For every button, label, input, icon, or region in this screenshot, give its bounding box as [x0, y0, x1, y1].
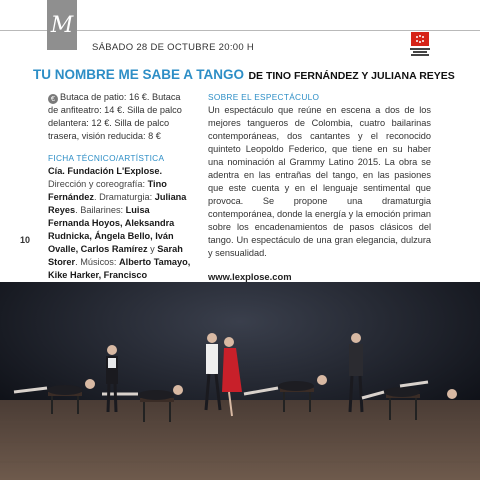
- show-title: [33, 66, 455, 84]
- left-column: [48, 91, 193, 308]
- stage-floor: [0, 400, 480, 480]
- about-text: Un espectáculo que reúne en escena a dos de los mejores tangueros de Colombia, cuatro bailarinas contemporáneas, dos cantantes y el reconocido quinteto Leopoldo Federico, que tiene en su haber una nominación al Grammy Latino 2015. La obra se adentra en las entrañas del tango, en las pasiones que este cuenta y en el lenguaje sentimental que provoca. Se propone una dramaturgia contemporánea, donde la energía y la emoción priman sobre los encadenamientos de pasos clásicos del tango. Un espectáculo de una gran elegancia, dulzura y sensualidad.: [208, 105, 431, 258]
- section-letter: M: [50, 12, 74, 38]
- direction-label: Dirección y coreografía:: [48, 179, 146, 189]
- credits-body: Cía. Fundación L'Explose. Dirección y coreografía: Tino Fernández. Dramaturgia: Juliana Reyes. Bailarines: Luisa Fernanda Hoyos, Aleksandra Rudnicka, Ángela Bello, Iván Ovalle, Carlos Ramírez y Sarah Storer. Músicos: Alberto Tamayo, Kike Harker, Francisco: [48, 165, 193, 308]
- musicians-names: Alberto Tamayo, Kike Harker, Francisco: [48, 257, 191, 280]
- logo-stars-icon: [414, 34, 426, 44]
- logo-red-box: [411, 32, 429, 46]
- prices: [48, 91, 193, 143]
- show-title-main: TU NOMBRE ME SABE A TANGO: [33, 67, 244, 82]
- dancers-names: Luisa Fernanda Hoyos, Aleksandra Rudnicka, Ángela Bello, Iván Ovalle, Carlos Ramírez: [48, 205, 175, 254]
- euro-icon: €: [48, 94, 58, 104]
- direction-name: Tino Fernández: [48, 179, 167, 202]
- dancer-last-name: Sarah Storer: [48, 244, 183, 267]
- dramaturgy-label: Dramaturgia:: [99, 192, 153, 202]
- event-date: SÁBADO 28 DE OCTUBRE 20:00 H: [92, 42, 255, 53]
- dancers-label: Bailarines:: [80, 205, 124, 215]
- about-heading: SOBRE EL ESPECTÁCULO: [208, 92, 320, 102]
- page-number: 10: [20, 235, 31, 245]
- prices-text: Butaca de patio: 16 €. Butaca de anfiteatro: 14 €. Silla de palco delantera: 12 €. Silla de palco trasera, visión reducida: 8 €: [48, 92, 182, 141]
- logo-wordmark: [409, 48, 431, 56]
- show-title-authors: DE TINO FERNÁNDEZ Y JULIANA REYES: [248, 70, 455, 82]
- comunidad-de-madrid-logo: [409, 32, 431, 62]
- credits-heading: FICHA TÉCNICO/ARTÍSTICA: [48, 153, 165, 163]
- dramaturgy-name: Juliana Reyes: [48, 192, 187, 215]
- performance-photo: [0, 282, 480, 480]
- right-column: [208, 91, 431, 283]
- musicians-label: Músicos:: [80, 257, 117, 267]
- company-name: Cía. Fundación L'Explose: [48, 166, 160, 176]
- section-letter-badge: [47, 0, 77, 50]
- website-link[interactable]: www.lexplose.com: [208, 271, 292, 282]
- and-word: y: [150, 244, 155, 254]
